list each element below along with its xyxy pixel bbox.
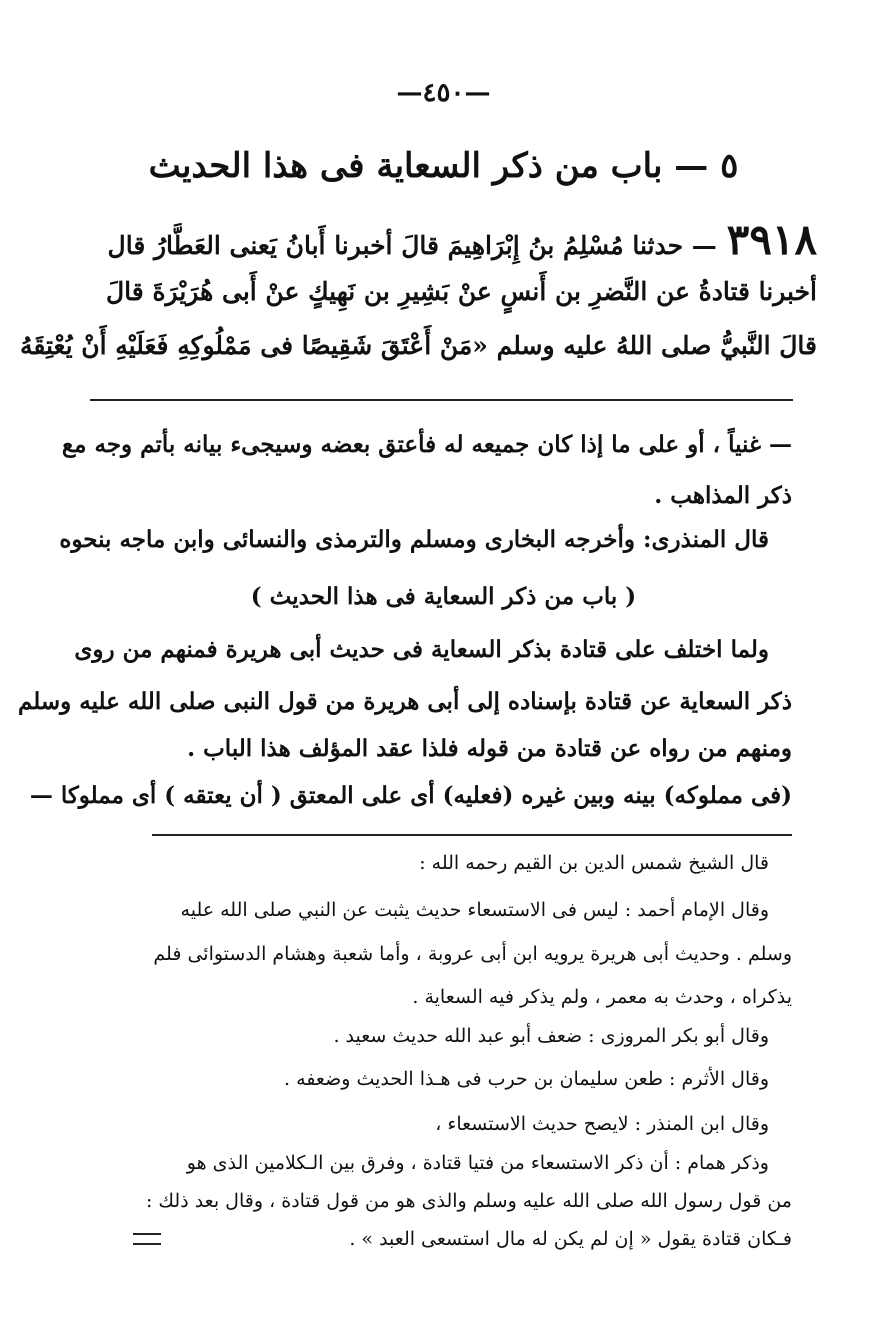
commentary-heading: ( باب من ذكر السعاية فى هذا الحديث ) [250, 583, 637, 610]
footnote-line: وقال الأثرم : طعن سليمان بن حرب فى هـذا الحديث وضعفه . [284, 1068, 769, 1090]
footnote-line: وقال ابن المنذر : لايصح حديث الاستسعاء ، [435, 1113, 769, 1135]
hadith-line-2: أخبرنا قتادةُ عن النَّضرِ بن أَنسٍ عنْ بَشِيرِ بن نَهِيكٍ عنْ أَبى هُرَيْرَةَ قالَ [106, 277, 817, 306]
chapter-title: ٥ — باب من ذكر السعاية فى هذا الحديث [148, 146, 739, 186]
footnote-line: فـكان قتادة يقول « إن لم يكن له مال استسعى العبد » . [349, 1228, 792, 1250]
footnote-line: يذكراه ، وحدث به معمر ، ولم يذكر فيه السعاية . [412, 986, 792, 1008]
commentary-line: قال المنذرى: وأخرجه البخارى ومسلم والترمذى والنسائى وابن ماجه بنحوه [59, 526, 769, 553]
footnote-divider [152, 834, 792, 836]
footnote-line: وذكر همام : أن ذكر الاستسعاء من فتيا قتادة ، وفرق بين الـكلامين الذى هو [186, 1152, 769, 1174]
page-number: —٤٥٠— [396, 78, 491, 108]
commentary-line: ذكر السعاية عن قتادة بإسناده إلى أبى هريرة من قول النبى صلى الله عليه وسلم [17, 688, 792, 715]
footnote-line: وسلم . وحديث أبى هريرة يرويه ابن أبى عروبة ، وأما شعبة وهشام الدستوائى فلم [153, 943, 792, 965]
commentary-line: ذكر المذاهب . [654, 482, 792, 509]
footnote-line: وقال أبو بكر المروزى : ضعف أبو عبد الله حديث سعيد . [333, 1025, 769, 1047]
hadith-line-3: قالَ النَّبيُّ صلى اللهُ عليه وسلم «مَنْ أَعْتَقَ شَقِيصًا فى مَمْلُوكِهِ فَعَلَيْهِ أَنْ يُعْتِقَهُ [19, 331, 817, 360]
section-divider [90, 399, 793, 401]
hadith-line-1 [107, 212, 817, 268]
footnote-line: من قول رسول الله صلى الله عليه وسلم والذى هو من قول قتادة ، وقال بعد ذلك : [145, 1190, 792, 1212]
commentary-line: — غنياً ، أو على ما إذا كان جميعه له فأعتق بعضه وسيجىء بيانه بأتم وجه مع [61, 431, 792, 458]
continuation-mark [133, 1233, 161, 1245]
footnote-line: وقال الإمام أحمد : ليس فى الاستسعاء حديث يثبت عن النبي صلى الله عليه [180, 899, 769, 921]
commentary-line: (فى مملوكه) بينه وبين غيره (فعليه) أى على المعتق ( أن يعتقه ) أى مملوكا — [29, 782, 792, 809]
commentary-line: ولما اختلف على قتادة بذكر السعاية فى حديث أبى هريرة فمنهم من روى [74, 636, 769, 663]
footnote-line: قال الشيخ شمس الدين بن القيم رحمه الله : [419, 852, 769, 874]
hadith-line-text: — حدثنا مُسْلِمُ بنُ إِبْرَاهِيمَ قالَ أخبرنا أَبانُ يَعنى العَطَّارُ قال [107, 231, 717, 260]
hadith-number: ٣٩١٨ [726, 215, 817, 264]
commentary-line: ومنهم من رواه عن قتادة من قوله فلذا عقد المؤلف هذا الباب . [187, 735, 792, 762]
